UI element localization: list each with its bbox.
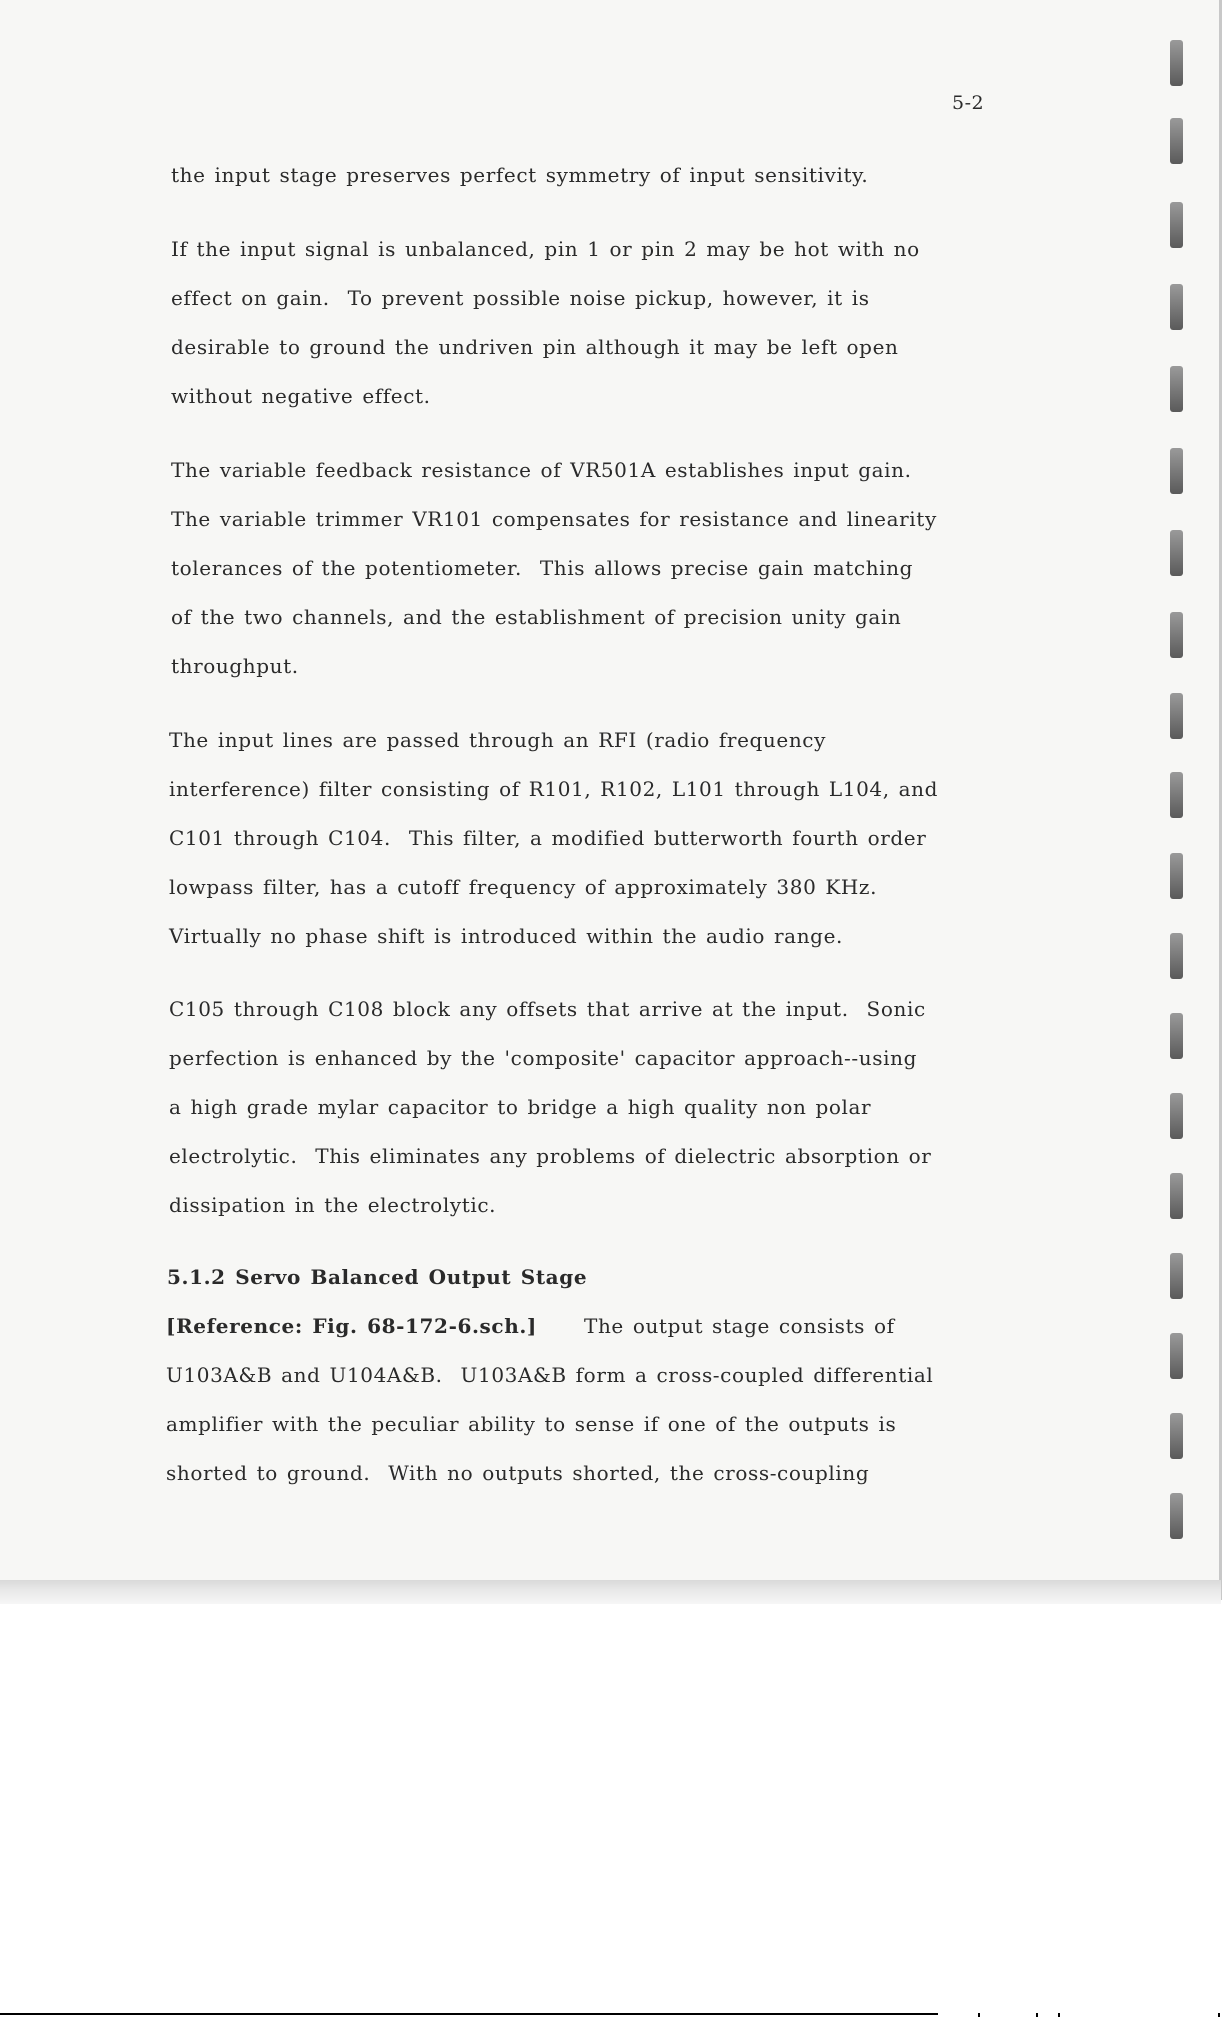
text-line: lowpass filter, has a cutoff frequency of approximately 380 KHz.: [169, 875, 878, 899]
text-line: desirable to ground the undriven pin although it may be left open: [171, 335, 899, 359]
text-line: amplifier with the peculiar ability to sense if one of the outputs is: [166, 1412, 897, 1436]
text-line: C105 through C108 block any offsets that arrive at the input. Sonic: [169, 997, 926, 1021]
text-line: dissipation in the electrolytic.: [169, 1193, 497, 1217]
binder-mark: [1170, 284, 1183, 330]
binder-mark: [1170, 1173, 1183, 1219]
binder-mark: [1170, 118, 1183, 164]
text-line: U103A&B and U104A&B. U103A&B form a cross-coupled differential: [166, 1363, 934, 1387]
bottom-edge-marks: [938, 2013, 1225, 2017]
page-edge: [1219, 0, 1222, 1600]
text-line: If the input signal is unbalanced, pin 1 or pin 2 may be hot with no: [171, 237, 920, 261]
binder-mark: [1170, 202, 1183, 248]
section-heading: 5.1.2 Servo Balanced Output Stage: [167, 1265, 588, 1289]
binder-mark: [1170, 1253, 1183, 1299]
binder-mark: [1170, 530, 1183, 576]
text-line: throughput.: [171, 654, 299, 678]
page-number: 5-2: [952, 92, 985, 114]
text-line: C101 through C104. This filter, a modified butterworth fourth order: [169, 826, 927, 850]
binder-mark: [1170, 1013, 1183, 1059]
reference-label: [Reference: Fig. 68-172-6.sch.]: [166, 1314, 537, 1338]
binder-mark: [1170, 1333, 1183, 1379]
text-line: a high grade mylar capacitor to bridge a high quality non polar: [169, 1095, 872, 1119]
binder-mark: [1170, 772, 1183, 818]
text-line: The variable trimmer VR101 compensates for resistance and linearity: [171, 507, 937, 531]
binder-mark: [1170, 933, 1183, 979]
text-line: electrolytic. This eliminates any problems of dielectric absorption or: [169, 1144, 932, 1168]
binder-mark: [1170, 1413, 1183, 1459]
binder-mark: [1170, 853, 1183, 899]
text-line: shorted to ground. With no outputs shorted, the cross-coupling: [166, 1461, 870, 1485]
text-line: perfection is enhanced by the 'composite' capacitor approach--using: [169, 1046, 917, 1070]
text-line: of the two channels, and the establishment of precision unity gain: [171, 605, 902, 629]
page-bottom-shadow: [0, 1580, 1221, 1604]
binder-holes: [1170, 0, 1184, 1592]
text-line: The variable feedback resistance of VR501A establishes input gain.: [171, 458, 912, 482]
text-line: Virtually no phase shift is introduced within the audio range.: [169, 924, 843, 948]
binder-mark: [1170, 40, 1183, 86]
binder-mark: [1170, 448, 1183, 494]
binder-mark: [1170, 1493, 1183, 1539]
text-line: effect on gain. To prevent possible noise pickup, however, it is: [171, 286, 870, 310]
text-line: The output stage consists of: [584, 1314, 895, 1338]
binder-mark: [1170, 612, 1183, 658]
text-line: without negative effect.: [171, 384, 431, 408]
binder-mark: [1170, 366, 1183, 412]
text-line: tolerances of the potentiometer. This allows precise gain matching: [171, 556, 914, 580]
text-line: interference) filter consisting of R101, R102, L101 through L104, and: [169, 777, 939, 801]
binder-mark: [1170, 693, 1183, 739]
text-line: the input stage preserves perfect symmetry of input sensitivity.: [171, 163, 869, 187]
binder-mark: [1170, 1093, 1183, 1139]
text-line: The input lines are passed through an RFI (radio frequency: [169, 728, 827, 752]
